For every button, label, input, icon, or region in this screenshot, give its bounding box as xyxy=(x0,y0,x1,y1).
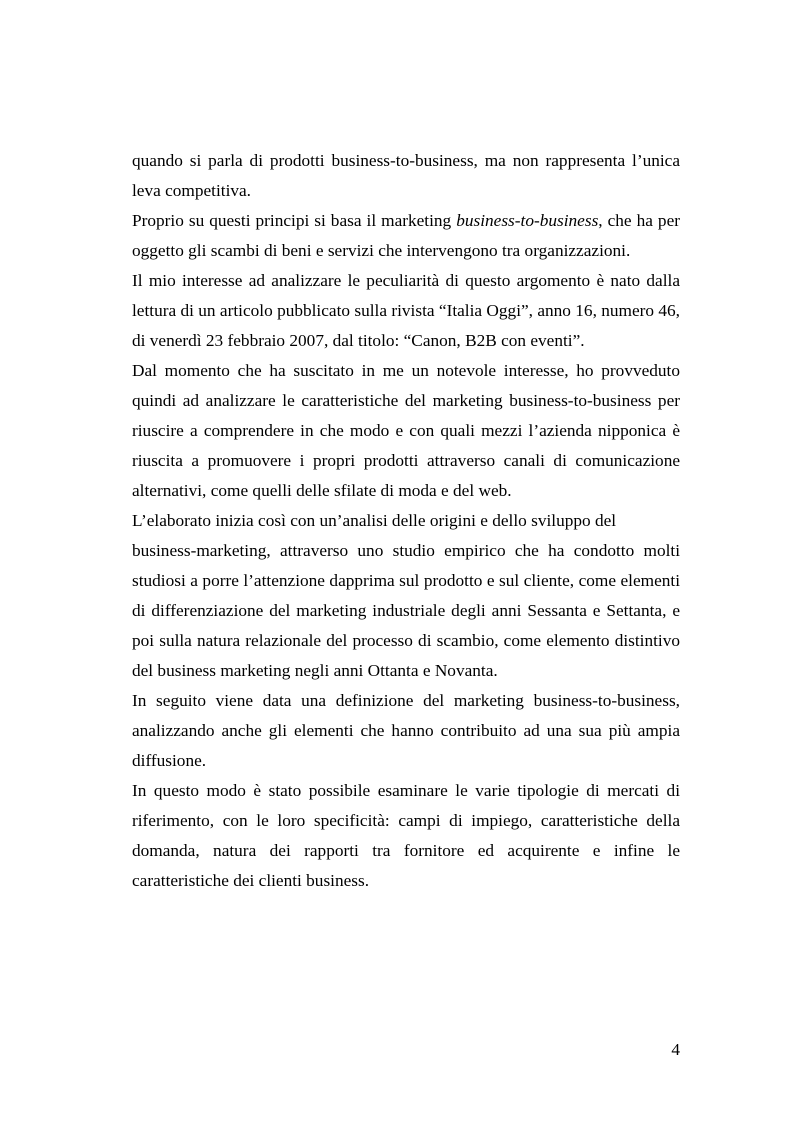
paragraph-b2b-text-before: Proprio su questi principi si basa il marketing xyxy=(132,211,457,230)
body-text xyxy=(132,146,680,896)
paragraph-b2b-text-after: , che ha per oggetto gli scambi di beni e servizi che intervengono tra organizzazioni. xyxy=(132,211,680,260)
paragraph-b2b-emphasis: business-to-business xyxy=(456,211,599,230)
paragraph-origins-intro: L’elaborato inizia così con un’analisi delle origini e dello sviluppo del xyxy=(132,511,617,530)
paragraph-definition: In seguito viene data una definizione del marketing business-to-business, analizzando anche gli elementi che hanno contribuito ad una sua più ampia diffusione. xyxy=(132,691,680,770)
paragraph-analysis-motivation: Dal momento che ha suscitato in me un notevole interesse, ho provveduto quindi ad analizzare le caratteristiche del marketing business-to-business per riuscire a comprendere in che modo e con quali mezzi l’azienda nipponica è riuscita a promuovere i propri prodotti attraverso canali di comunicazione alternativi, come quelli delle sfilate di moda e del web. xyxy=(132,361,680,500)
paragraph-intro-continuation: quando si parla di prodotti business-to-business, ma non rappresenta l’unica leva competitiva. xyxy=(132,151,680,200)
page-number: 4 xyxy=(671,1040,680,1059)
paragraph-article-reference: Il mio interesse ad analizzare le peculiarità di questo argomento è nato dalla lettura di un articolo pubblicato sulla rivista “Italia Oggi”, anno 16, numero 46, di venerdì 23 febbraio 2007, dal titolo: “Canon, B2B con eventi”. xyxy=(132,271,680,350)
paragraph-market-types: In questo modo è stato possibile esaminare le varie tipologie di mercati di riferimento, con le loro specificità: campi di impiego, caratteristiche della domanda, natura dei rapporti tra fornitore ed acquirente e infine le caratteristiche dei clienti business. xyxy=(132,781,680,890)
paragraph-business-marketing-history: business-marketing, attraverso uno studio empirico che ha condotto molti studiosi a porre l’attenzione dapprima sul prodotto e sul cliente, come elementi di differenziazione del marketing industriale degli anni Sessanta e Settanta, e poi sulla natura relazionale del processo di scambio, come elemento distintivo del business marketing negli anni Ottanta e Novanta. xyxy=(132,541,680,680)
paragraph-b2b-definition xyxy=(132,206,680,266)
